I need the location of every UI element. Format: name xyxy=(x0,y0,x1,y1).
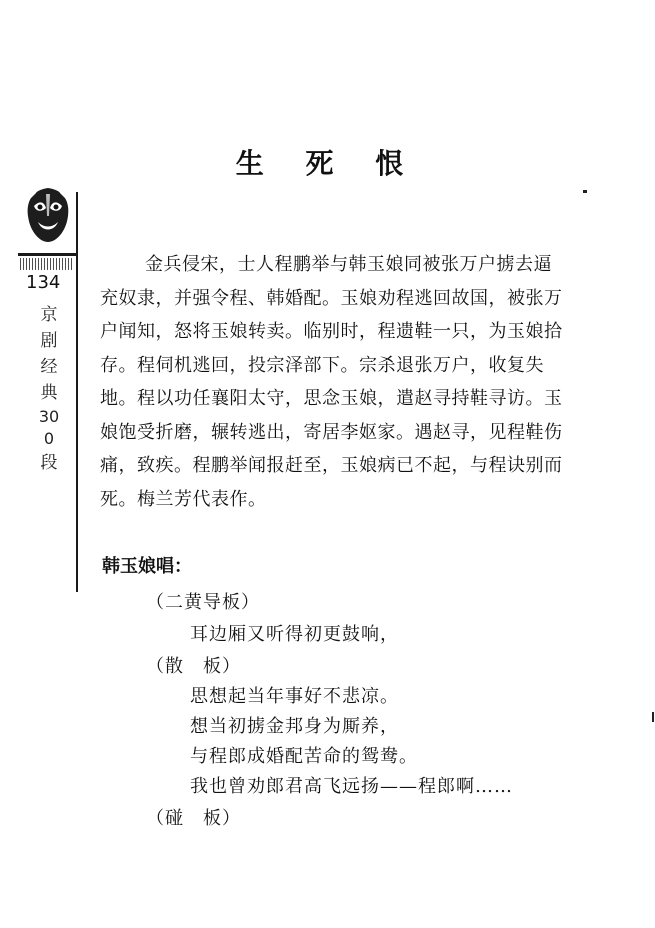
lyric-line: 与程郎成婚配苦命的鸳鸯。 xyxy=(190,746,418,767)
aria-mode-label: （二黄导板） xyxy=(146,592,260,613)
margin-rule-vertical xyxy=(76,192,78,592)
scan-speck xyxy=(583,190,587,193)
page-number: 134 xyxy=(26,272,61,293)
lyric-line: 想当初掳金邦身为厮养， xyxy=(190,716,399,737)
lyric-line: 我也曾劝郎君高飞远扬——程郎啊…… xyxy=(190,776,513,797)
scan-speck xyxy=(652,712,654,722)
aria-mode-label: （散 板） xyxy=(146,656,241,677)
aria-mode-label: （碰 板） xyxy=(146,808,241,829)
page-title: 生 死 恨 xyxy=(235,147,420,180)
singer-heading: 韩玉娘唱： xyxy=(102,556,192,577)
book-title-tail: 段 xyxy=(40,453,58,473)
margin-hatch xyxy=(20,258,72,270)
book-title-text: 京剧经典 xyxy=(40,305,58,403)
book-title-vertical xyxy=(36,302,62,476)
lyric-line: 思想起当年事好不悲凉。 xyxy=(190,686,399,707)
margin-rule-horizontal xyxy=(18,253,76,256)
synopsis-paragraph: 金兵侵宋，士人程鹏举与韩玉娘同被张万户掳去逼充奴隶，并强令程、韩婚配。玉娘劝程逃回故国，被张万户闻知，怒将玉娘转卖。临别时，程遗鞋一只，为玉娘拾存。程伺机逃回，投宗泽部下。宗杀退张万户，收复失地。程以功任襄阳太守，思念玉娘，遣赵寻持鞋寻访。玉娘饱受折磨，辗转逃出，寄居李妪家。遇赵寻，见程鞋伤痛，致疾。程鹏举闻报赶至，玉娘病已不起，与程诀别而死。梅兰芳代表作。 xyxy=(100,254,563,510)
book-title-number: 300 xyxy=(38,407,60,448)
opera-mask-icon xyxy=(24,186,72,244)
lyric-line: 耳边厢又听得初更鼓响， xyxy=(190,624,399,645)
